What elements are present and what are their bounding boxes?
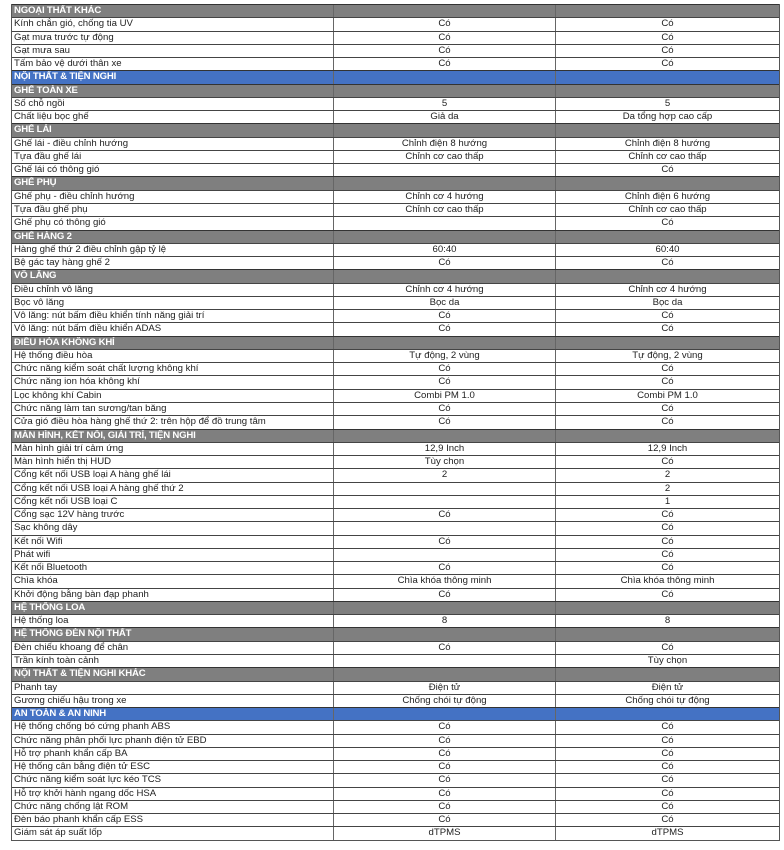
variant-1-value: Chống chói tự động [334,695,556,707]
spec-label: Điều chỉnh vô lăng [12,284,334,296]
spec-label: Vô lăng: nút bấm điều khiển ADAS [12,323,334,335]
table-row [12,322,779,335]
variant-1-value: Điện tử [334,682,556,694]
table-row [12,482,779,495]
spec-label: Đèn chiếu khoang để chân [12,642,334,654]
table-row [12,375,779,388]
variant-1-value: Chỉnh cơ 4 hướng [334,191,556,203]
spec-label: Hỗ trợ khởi hành ngang dốc HSA [12,788,334,800]
variant-1-value: Tự động, 2 vùng [334,350,556,362]
variant-1-value: Có [334,416,556,428]
table-row [12,468,779,481]
variant-1-value [334,708,556,720]
variant-1-value: 2 [334,469,556,481]
variant-1-value: Có [334,814,556,826]
spec-label: Hỗ trợ phanh khẩn cấp BA [12,748,334,760]
table-row [12,734,779,747]
variant-1-value: Có [334,748,556,760]
variant-2-value: Có [661,774,674,786]
spec-label: VÔ LĂNG [12,270,334,282]
spec-label: Số chỗ ngồi [12,98,334,110]
variant-1-value: Có [334,403,556,415]
variant-2-value: Chống chói tự động [625,694,710,706]
variant-2-value: Có [661,800,674,812]
variant-1-value [334,71,556,83]
spec-label: Phanh tay [12,682,334,694]
table-row [12,97,779,110]
variant-1-value [334,522,556,534]
spec-label: Ghế lái có thông gió [12,164,334,176]
spec-label: Khởi động bằng bàn đạp phanh [12,589,334,601]
spec-label: Ghế phụ có thông gió [12,217,334,229]
variant-2-value: 1 [664,495,671,507]
section-header-row [12,269,779,282]
variant-2-value [556,71,779,83]
variant-2-value: Tự động, 2 vùng [632,349,703,361]
variant-2-value [556,708,779,720]
variant-2-value: Chỉnh cơ cao thấp [628,150,707,162]
section-header-row [12,84,779,97]
table-row [12,137,779,150]
variant-2-value: Có [661,402,674,414]
spec-label: AN TOÀN & AN NINH [12,708,334,720]
variant-1-value: Có [334,509,556,521]
section-header-row [12,230,779,243]
table-row [12,747,779,760]
table-row [12,548,779,561]
variant-1-value [334,217,556,229]
table-row [12,296,779,309]
table-row [12,813,779,826]
spec-label: Sạc không dây [12,522,334,534]
variant-1-value: Chỉnh cơ 4 hướng [334,284,556,296]
variant-2-value: Có [661,535,674,547]
table-row [12,641,779,654]
spec-label: Hệ thống điều hòa [12,350,334,362]
variant-2-value [556,337,779,349]
variant-1-value: Có [334,323,556,335]
variant-1-value [334,5,556,17]
variant-2-value [556,231,779,243]
variant-2-value: Có [661,814,674,826]
table-row [12,720,779,733]
table-row [12,243,779,256]
spec-label: Tựa đầu ghế lái [12,151,334,163]
spec-label: Kính chắn gió, chống tia UV [12,18,334,30]
variant-2-value: Chỉnh cơ cao thấp [628,203,707,215]
section-header-row [12,70,779,83]
variant-1-value: Có [334,536,556,548]
variant-1-value: Có [334,257,556,269]
variant-1-value: Chỉnh cơ cao thấp [334,151,556,163]
spec-label: Lọc không khí Cabin [12,390,334,402]
table-row [12,455,779,468]
variant-2-value: 8 [664,615,671,627]
variant-1-value: Bọc da [334,297,556,309]
variant-2-value: Combi PM 1.0 [637,389,698,401]
spec-label: Kết nối Bluetooth [12,562,334,574]
variant-2-value: Có [661,44,674,56]
variant-2-value: Chỉnh điện 8 hướng [624,137,711,149]
table-row [12,800,779,813]
spec-label: Hàng ghế thứ 2 điều chỉnh gập tỷ lệ [12,244,334,256]
variant-1-value: Có [334,788,556,800]
variant-2-value: dTPMS [651,827,684,839]
variant-1-value: Có [334,32,556,44]
table-row [12,508,779,521]
variant-2-value: Có [661,747,674,759]
table-row [12,57,779,70]
spec-label: Màn hình hiển thị HUD [12,456,334,468]
spec-table [11,4,780,841]
spec-label: Phát wifi [12,549,334,561]
spec-label: Chức năng kiểm soát lực kéo TCS [12,774,334,786]
spec-label: Chức năng kiểm soát chất lượng không khí [12,363,334,375]
variant-1-value: Có [334,721,556,733]
variant-1-value: Có [334,735,556,747]
spec-label: GHẾ LÁI [12,124,334,136]
table-row [12,535,779,548]
table-row [12,17,779,30]
variant-2-value [556,177,779,189]
variant-2-value: 12,9 Inch [647,442,688,454]
table-row [12,588,779,601]
variant-2-value: Có [661,323,674,335]
variant-2-value: Chỉnh điện 6 hướng [624,190,711,202]
spec-label: Bệ gác tay hàng ghế 2 [12,257,334,269]
variant-1-value: Có [334,589,556,601]
table-row [12,203,779,216]
spec-label: Đèn báo phanh khẩn cấp ESS [12,814,334,826]
variant-2-value: Có [661,363,674,375]
variant-2-value: Có [661,548,674,560]
variant-2-value: 5 [664,97,671,109]
variant-2-value: Chìa khóa thông minh [620,575,715,587]
variant-1-value: Có [334,562,556,574]
section-header-row [12,336,779,349]
variant-2-value: Có [661,456,674,468]
variant-2-value: Có [661,588,674,600]
variant-1-value [334,602,556,614]
table-row [12,349,779,362]
variant-1-value [334,549,556,561]
spec-label: GHẾ HÀNG 2 [12,231,334,243]
spec-label: Chức năng phân phối lực phanh điện tử EBD [12,735,334,747]
variant-1-value [334,430,556,442]
spec-label: ĐIỀU HÒA KHÔNG KHÍ [12,337,334,349]
spec-label: HỆ THỐNG ĐÈN NỘI THẤT [12,628,334,640]
spec-label: Bọc vô lăng [12,297,334,309]
spec-label: Cổng kết nối USB loại A hàng ghế lái [12,469,334,481]
variant-1-value: Có [334,774,556,786]
variant-1-value [334,177,556,189]
variant-2-value: Có [661,217,674,229]
section-header-row [12,667,779,680]
spec-label: Chìa khóa [12,575,334,587]
spec-label: GHẾ PHỤ [12,177,334,189]
spec-label: Cổng kết nối USB loại A hàng ghế thứ 2 [12,483,334,495]
spec-label: Tấm bảo vệ dưới thân xe [12,58,334,70]
variant-2-value: Tùy chọn [647,655,688,667]
spec-label: Trần kính toàn cảnh [12,655,334,667]
variant-2-value [556,124,779,136]
table-row [12,190,779,203]
table-row [12,216,779,229]
variant-2-value: Có [661,734,674,746]
variant-2-value [556,602,779,614]
variant-1-value [334,337,556,349]
variant-2-value [556,430,779,442]
variant-2-value: Bọc da [652,296,683,308]
table-row [12,654,779,667]
table-row [12,495,779,508]
spec-label: Chức năng ion hóa không khí [12,376,334,388]
spec-label: MÀN HÌNH, KẾT NỐI, GIẢI TRÍ, TIỆN NGHI [12,430,334,442]
table-row [12,415,779,428]
table-row [12,150,779,163]
variant-2-value: Có [661,641,674,653]
variant-2-value: Có [661,416,674,428]
table-row [12,681,779,694]
spec-label: Giám sát áp suất lốp [12,827,334,839]
spec-label: HỆ THỐNG LOA [12,602,334,614]
variant-2-value: Da tổng hợp cao cấp [622,111,713,123]
variant-1-value: Chỉnh cơ cao thấp [334,204,556,216]
variant-1-value: Có [334,801,556,813]
spec-label: Gạt mưa sau [12,45,334,57]
variant-1-value: Có [334,58,556,70]
variant-2-value: Có [661,31,674,43]
table-row [12,283,779,296]
spec-label: Cửa gió điều hòa hàng ghế thứ 2: trên hộp để đồ trung tâm [12,416,334,428]
spec-label: Hệ thống chống bó cứng phanh ABS [12,721,334,733]
variant-2-value: 2 [664,482,671,494]
variant-2-value: Có [661,509,674,521]
table-row [12,402,779,415]
spec-label: Kết nối Wifi [12,536,334,548]
variant-2-value: Có [661,761,674,773]
variant-2-value: Có [661,257,674,269]
variant-1-value [334,668,556,680]
variant-1-value: 60:40 [334,244,556,256]
table-row [12,773,779,786]
section-header-row [12,601,779,614]
variant-2-value [556,668,779,680]
spec-label: Gương chiếu hậu trong xe [12,695,334,707]
variant-2-value: Có [661,164,674,176]
table-row [12,362,779,375]
spec-label: Cổng kết nối USB loại C [12,496,334,508]
spec-label: Ghế lái - điều chỉnh hướng [12,138,334,150]
variant-2-value: Có [661,376,674,388]
variant-1-value [334,85,556,97]
section-header-row [12,4,779,17]
spec-label: NỘI THẤT & TIỆN NGHI [12,71,334,83]
variant-1-value [334,231,556,243]
spec-label: Màn hình giải trí cảm ứng [12,443,334,455]
spec-label: Chức năng làm tan sương/tan băng [12,403,334,415]
spec-label: Gạt mưa trước tự động [12,32,334,44]
spec-label: Hệ thống cân bằng điện tử ESC [12,761,334,773]
spec-label: Cổng sạc 12V hàng trước [12,509,334,521]
variant-1-value: Có [334,363,556,375]
table-row [12,44,779,57]
variant-1-value: Có [334,18,556,30]
table-row [12,256,779,269]
table-row [12,521,779,534]
spec-label: Chức năng chống lật ROM [12,801,334,813]
variant-2-value: Có [661,721,674,733]
variant-2-value: Có [661,18,674,30]
table-row [12,110,779,123]
spec-label: Hệ thống loa [12,615,334,627]
table-row [12,760,779,773]
variant-1-value: Chỉnh điện 8 hướng [334,138,556,150]
section-header-row [12,627,779,640]
variant-2-value: Có [661,522,674,534]
variant-1-value: Có [334,761,556,773]
variant-1-value: Combi PM 1.0 [334,390,556,402]
section-header-row [12,707,779,720]
variant-2-value: Điện tử [651,681,684,693]
variant-2-value: Chỉnh cơ 4 hướng [628,283,707,295]
spec-label: Vô lăng: nút bấm điều khiển tính năng giải trí [12,310,334,322]
section-header-row [12,176,779,189]
variant-1-value [334,124,556,136]
spec-label: NGOẠI THẤT KHÁC [12,5,334,17]
variant-2-value [556,270,779,282]
variant-1-value: dTPMS [334,827,556,839]
table-row [12,389,779,402]
spec-label: Ghế phụ - điều chỉnh hướng [12,191,334,203]
table-row [12,442,779,455]
table-row [12,574,779,587]
table-row [12,826,779,839]
variant-1-value [334,164,556,176]
variant-1-value: Giả da [334,111,556,123]
variant-1-value [334,270,556,282]
variant-1-value: Chìa khóa thông minh [334,575,556,587]
variant-1-value: 12,9 Inch [334,443,556,455]
variant-1-value [334,483,556,495]
table-row [12,694,779,707]
spec-label: GHẾ TOÀN XE [12,85,334,97]
table-row [12,163,779,176]
variant-2-value: 2 [664,469,671,481]
table-row [12,309,779,322]
variant-2-value: 60:40 [655,243,680,255]
variant-1-value [334,628,556,640]
spec-label: Tựa đầu ghế phụ [12,204,334,216]
section-header-row [12,123,779,136]
variant-2-value [556,85,779,97]
variant-1-value: Có [334,376,556,388]
variant-2-value [556,628,779,640]
variant-1-value: Có [334,310,556,322]
variant-1-value [334,496,556,508]
table-row [12,787,779,800]
section-header-row [12,429,779,442]
variant-1-value: 5 [334,98,556,110]
variant-2-value: Có [661,58,674,70]
variant-2-value [556,5,779,17]
table-row [12,614,779,627]
table-row [12,561,779,574]
variant-1-value: Tùy chọn [334,456,556,468]
spec-label: NỘI THẤT & TIỆN NGHI KHÁC [12,668,334,680]
variant-1-value [334,655,556,667]
table-row [12,31,779,44]
spec-label: Chất liệu bọc ghế [12,111,334,123]
variant-1-value: Có [334,642,556,654]
variant-1-value: 8 [334,615,556,627]
variant-2-value: Có [661,787,674,799]
variant-2-value: Có [661,310,674,322]
variant-2-value: Có [661,562,674,574]
variant-1-value: Có [334,45,556,57]
